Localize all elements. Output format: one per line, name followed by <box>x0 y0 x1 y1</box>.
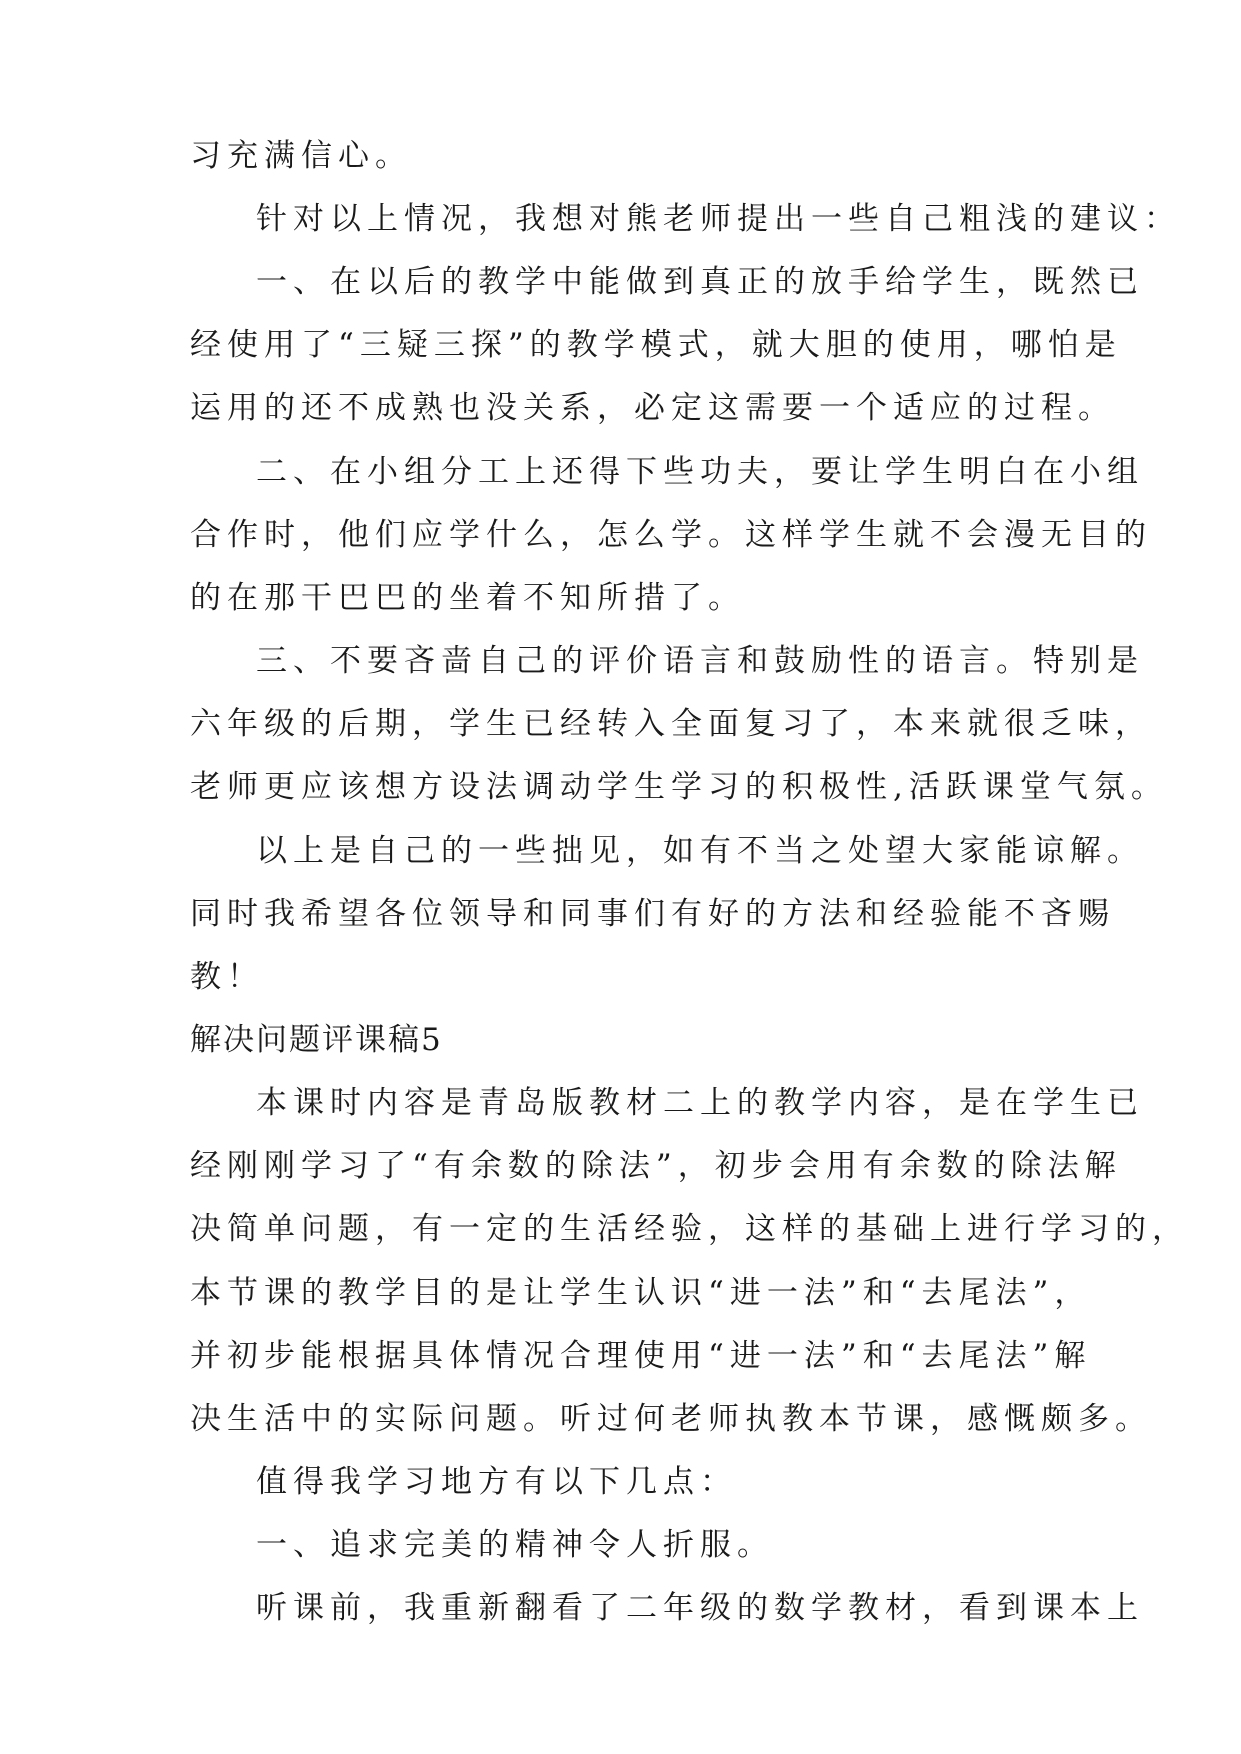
section-heading: 解决问题评课稿5 <box>190 1022 443 1058</box>
text-line: 并初步能根据具体情况合理使用“进一法”和“去尾法”解 <box>190 1338 1092 1374</box>
text-line: 的在那干巴巴的坐着不知所措了。 <box>190 580 745 616</box>
text-line: 老师更应该想方设法调动学生学习的积极性,活跃课堂气氛。 <box>190 769 1168 805</box>
text-line: 六年级的后期，学生已经转入全面复习了，本来就很乏味， <box>190 706 1152 742</box>
text-line: 本课时内容是青岛版教材二上的教学内容，是在学生已 <box>256 1085 1144 1121</box>
text-line: 教！ <box>190 959 264 995</box>
text-line: 经刚刚学习了“有余数的除法”，初步会用有余数的除法解 <box>190 1148 1122 1184</box>
text-line: 合作时，他们应学什么，怎么学。这样学生就不会漫无目的 <box>190 517 1152 553</box>
text-line: 二、在小组分工上还得下些功夫，要让学生明白在小组 <box>256 454 1144 490</box>
text-line: 决简单问题，有一定的生活经验，这样的基础上进行学习的， <box>190 1211 1189 1247</box>
text-line: 决生活中的实际问题。听过何老师执教本节课，感慨颇多。 <box>190 1401 1152 1437</box>
text-line: 一、在以后的教学中能做到真正的放手给学生，既然已 <box>256 264 1144 300</box>
text-line: 听课前，我重新翻看了二年级的数学教材，看到课本上 <box>256 1590 1144 1626</box>
text-line: 同时我希望各位领导和同事们有好的方法和经验能不吝赐 <box>190 896 1115 932</box>
text-line: 三、不要吝啬自己的评价语言和鼓励性的语言。特别是 <box>256 643 1144 679</box>
text-line: 值得我学习地方有以下几点： <box>256 1464 737 1500</box>
text-line: 经使用了“三疑三探”的教学模式，就大胆的使用，哪怕是 <box>190 327 1122 363</box>
text-line: 针对以上情况，我想对熊老师提出一些自己粗浅的建议： <box>256 201 1181 237</box>
text-line: 一、追求完美的精神令人折服。 <box>256 1527 774 1563</box>
text-line: 以上是自己的一些拙见，如有不当之处望大家能谅解。 <box>256 833 1144 869</box>
text-line: 习充满信心。 <box>190 138 412 174</box>
text-line: 运用的还不成熟也没关系，必定这需要一个适应的过程。 <box>190 390 1115 426</box>
text-line: 本节课的教学目的是让学生认识“进一法”和“去尾法”， <box>190 1275 1092 1311</box>
